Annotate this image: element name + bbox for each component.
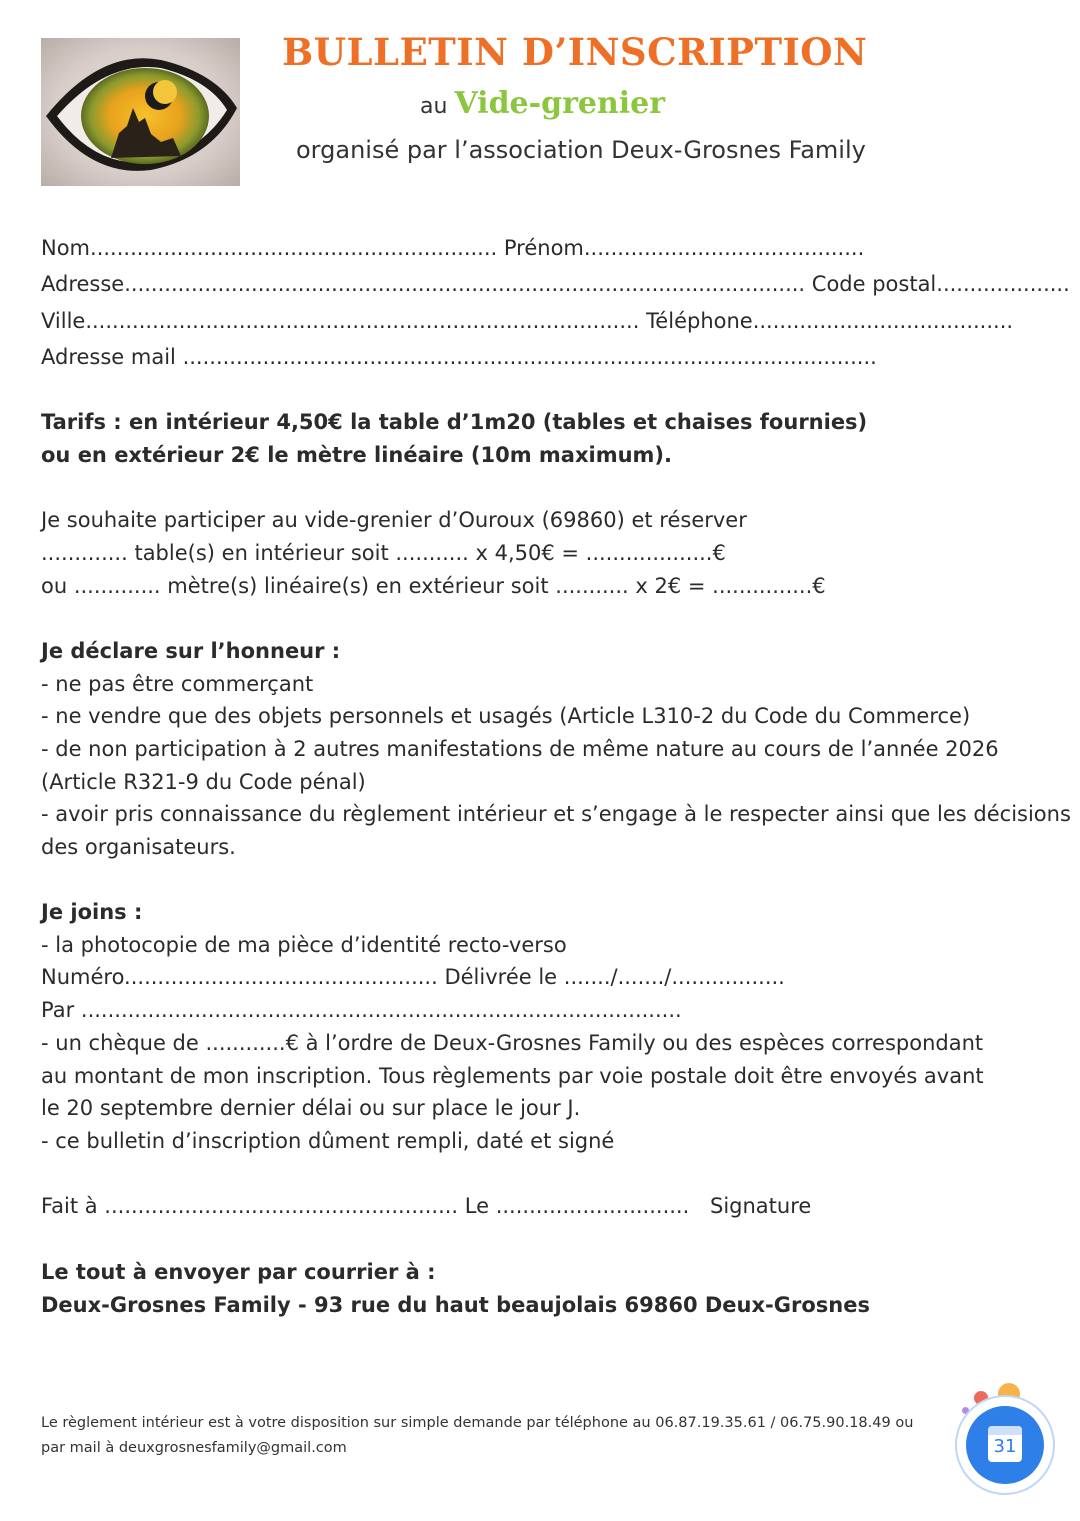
joins-item: le 20 septembre dernier délai ou sur place le jour J. <box>41 1096 581 1120</box>
reservation-line-1: Je souhaite participer au vide-grenier d’Ouroux (69860) et réserver <box>41 508 747 532</box>
tarifs-line-1: Tarifs : en intérieur 4,50€ la table d’1m20 (tables et chaises fournies) <box>41 410 868 434</box>
page-title: BULLETIN D’INSCRIPTION <box>282 30 868 74</box>
joins-item: Numéro............................................... Délivrée le ......./......./................. <box>41 965 785 989</box>
declaration-item: - ne vendre que des objets personnels et usagés (Article L310-2 du Code du Commerce) <box>41 704 971 728</box>
signature-label: Signature <box>710 1194 812 1218</box>
declaration-item: - ne pas être commerçant <box>41 672 314 696</box>
event-subtitle <box>420 86 665 121</box>
field-nom-prenom: Nom............................................................. Prénom.......................................... <box>41 236 865 260</box>
reservation-line-2: ............. table(s) en intérieur soit ........... x 4,50€ = ...................€ <box>41 541 726 565</box>
field-ville-telephone: Ville................................................................................... Téléphone....................................... <box>41 309 1014 333</box>
declaration-heading: Je déclare sur l’honneur : <box>41 639 341 663</box>
joins-item: Par .......................................................................................... <box>41 998 682 1022</box>
eye-logo-graphic <box>41 38 240 186</box>
reservation-line-3: ou ............. mètre(s) linéaire(s) en extérieur soit ........... x 2€ = ...............€ <box>41 574 826 598</box>
eye-wolf-logo-icon <box>41 38 240 186</box>
calendar-icon <box>966 1406 1044 1484</box>
joins-item: - un chèque de ............€ à l’ordre de Deux-Grosnes Family ou des espèces correspondant <box>41 1031 984 1055</box>
declaration-item: des organisateurs. <box>41 835 236 859</box>
footer-line-2: par mail à deuxgrosnesfamily@gmail.com <box>41 1440 347 1456</box>
declaration-item: - de non participation à 2 autres manifestations de même nature au cours de l’année 2026 <box>41 737 999 761</box>
fait-a-le: Fait à ..................................................... Le ............................. <box>41 1194 690 1218</box>
subtitle-prefix: au <box>420 94 448 119</box>
envoi-heading: Le tout à envoyer par courrier à : <box>41 1260 436 1284</box>
field-email: Adresse mail ........................................................................................................ <box>41 345 877 369</box>
tarifs-line-2: ou en extérieur 2€ le mètre linéaire (10m maximum). <box>41 443 673 467</box>
declaration-item: (Article R321-9 du Code pénal) <box>41 770 366 794</box>
declaration-item: - avoir pris connaissance du règlement intérieur et s’engage à le respecter ainsi que les décisions <box>41 802 1071 826</box>
calendar-badge-button[interactable] <box>955 1395 1055 1495</box>
event-name: Vide-grenier <box>454 86 666 121</box>
footer-line-1: Le règlement intérieur est à votre disposition sur simple demande par téléphone au 06.87.19.35.61 / 06.75.90.18.49 ou <box>41 1415 914 1431</box>
calendar-page-header <box>988 1426 1022 1435</box>
envoi-address: Deux-Grosnes Family - 93 rue du haut beaujolais 69860 Deux-Grosnes <box>41 1293 870 1317</box>
field-adresse-code-postal: Adresse...................................................................................................... Code postal.................... <box>41 272 1070 296</box>
joins-item: au montant de mon inscription. Tous règlements par voie postale doit être envoyés avant <box>41 1064 984 1088</box>
joins-item: - la photocopie de ma pièce d’identité recto-verso <box>41 933 567 957</box>
organizer-line: organisé par l’association Deux-Grosnes Family <box>296 136 866 164</box>
joins-item: - ce bulletin d’inscription dûment rempli, daté et signé <box>41 1129 615 1153</box>
calendar-day: 31 <box>993 1436 1017 1457</box>
joins-heading: Je joins : <box>41 900 143 924</box>
calendar-page <box>988 1426 1022 1462</box>
